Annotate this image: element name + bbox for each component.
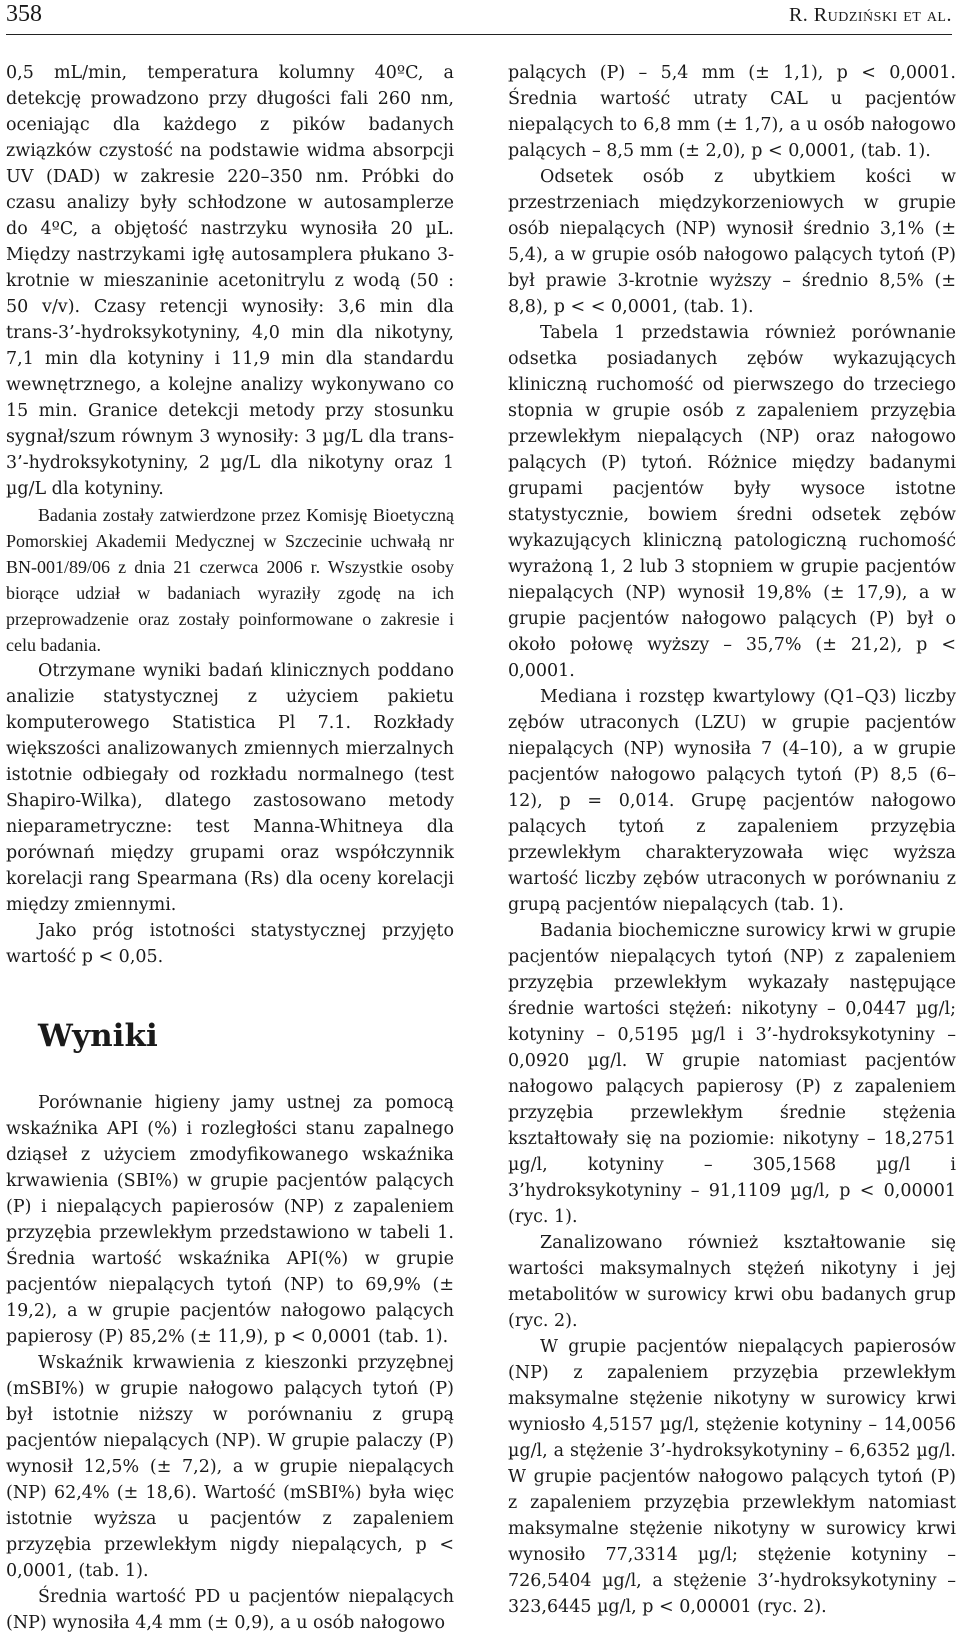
- results-api-sbi-paragraph: Porównanie higieny jamy ustnej za pomocą wskaźnika API (%) i rozległości stanu zapalnego dziąseł z użyciem zmodyfikowanego wskaźnika krwawienia (SBI%) w grupie pacjentów palących (P) i niepalących papierosów (NP) z zapaleniem przyzębia przewlekłym przedstawiono w tabeli 1. Średnia wartość wskaźnika API(%) w grupie pacjentów niepalących tytoń (NP) to 69,9% (± 19,2), a w grupie pacjentów nałogowo palących papierosy (P) 85,2% (± 11,9), p < 0,0001 (tab. 1).: [6, 1093, 454, 1347]
- results-serum-mean-paragraph: Badania biochemiczne surowicy krwi w grupie pacjentów niepalących tytoń (NP) z zapaleniem przyzębia przewlekłym wykazały następujące średnie wartości stężeń: nikotyny – 0,0447 µg/l; kotyniny – 0,5195 µg/l i 3’-hydroksykotyniny – 0,0920 µg/l. W grupie natomiast pacjentów nałogowo palących papierosy (P) z zapaleniem przyzębia przewlekłym średnie stężenia kształtowały się na poziomie: nikotyny – 18,2751 µg/l, kotyniny – 305,1568 µg/l i 3’hydroksykotyniny – 91,1109 µg/l, p < 0,00001 (ryc. 1).: [508, 921, 956, 1227]
- statistics-paragraph: Otrzymane wyniki badań klinicznych poddano analizie statystycznej z użyciem pakietu komputerowego Statistica Pl 7.1. Rozkłady większości analizowanych zmiennych mierzalnych istotnie odbiegały od rozkładu normalnego (test Shapiro-Wilka), dlatego zastosowano metody nieparametryczne: test Manna-Whitneya dla porównań między grupami oraz współczynnik korelacji rang Spearmana (Rs) dla oceny korelacji między zmiennymi.: [6, 661, 454, 915]
- results-cal-paragraph: palących (P) – 5,4 mm (± 1,1), p < 0,0001. Średnia wartość utraty CAL u pacjentów niepalących to 6,8 mm (± 1,7), a u osób nałogowo palących – 8,5 mm (± 2,0), p < 0,0001, (tab. 1).: [508, 63, 956, 161]
- page-number: 358: [6, 1, 42, 27]
- results-lost-teeth-paragraph: Mediana i rozstęp kwartylowy (Q1–Q3) liczby zębów utraconych (LZU) w grupie pacjentów niepalących (NP) wynosiła 7 (4–10), a w grupie pacjentów nałogowo palących tytoń (P) 8,5 (6–12), p = 0,014. Grupę pacjentów nałogowo palących tytoń z zapaleniem przyzębia przewlekłym charakteryzowała więc wyższa wartość liczby zębów utraconych w porównaniu z grupą pacjentów niepalących (tab. 1).: [508, 687, 956, 915]
- page-header: [6, 0, 952, 35]
- results-serum-max-intro-paragraph: Zanalizowano również kształtowanie się wartości maksymalnych stężeń nikotyny i jej metabolitów w surowicy krwi obu badanych grup (ryc. 2).: [508, 1233, 956, 1331]
- results-mobility-paragraph: Tabela 1 przedstawia również porównanie odsetka posiadanych zębów wykazujących kliniczną ruchomość od pierwszego do trzeciego stopnia w grupie osób z zapaleniem przyzębia przewlekłym niepalących (NP) oraz nałogowo palących (P) tytoń. Różnice między badanymi grupami pacjentów były wysoce istotne statystycznie, bowiem średni odsetek zębów wykazujących kliniczną patologiczną ruchomość wyrażoną 1, 2 lub 3 stopniem w grupie pacjentów niepalących (NP) wynosił 19,8% (± 17,9), a w grupie pacjentów nałogowo palących (P) był o około połowę wyższy – 35,7% (± 21,2), p < 0,0001.: [508, 323, 956, 681]
- left-column: [6, 60, 454, 1636]
- right-column: [508, 60, 956, 1620]
- results-pd-paragraph: Średnia wartość PD u pacjentów niepalących (NP) wynosiła 4,4 mm (± 0,9), a u osób nałogowo: [6, 1587, 454, 1633]
- results-msbi-paragraph: Wskaźnik krwawienia z kieszonki przyzębnej (mSBI%) w grupie nałogowo palących tytoń (P) był istotnie niższy w porównaniu z grupą pacjentów niepalących (NP). W grupie palaczy (P) wynosił 12,5% (± 7,2), a w grupie niepalących (NP) 62,4% (± 18,6). Wartość (mSBI%) była więc istotnie wyższa u pacjentów z zapaleniem przyzębia przewlekłym nigdy niepalących, p < 0,0001, (tab. 1).: [6, 1353, 454, 1581]
- running-title: R. Rudziński et al.: [788, 4, 952, 26]
- results-bone-loss-paragraph: Odsetek osób z ubytkiem kości w przestrzeniach międzykorzeniowych w grupie osób niepalących (NP) wynosił średnio 3,1% (± 5,4), a w grupie osób nałogowo palących tytoń (P) był prawie 3-krotnie wyższy – średnio 8,5% (± 8,8), p < < 0,0001, (tab. 1).: [508, 167, 956, 317]
- ethics-paragraph: Badania zostały zatwierdzone przez Komisję Bioetyczną Pomorskiej Akademii Medycznej w Szczecinie uchwałą nr BN-001/89/06 z dnia 21 czerwca 2006 r. Wszystkie osoby biorące udział w badaniach wyraziły zgodę na ich przeprowadzenie oraz zostały poinformowane o zakresie i celu badania.: [6, 505, 454, 655]
- section-heading-results: Wyniki: [38, 1018, 158, 1054]
- methods-paragraph-hplc: 0,5 mL/min, temperatura kolumny 40ºC, a detekcję prowadzono przy długości fali 260 nm, oceniając dla każdego z pików badanych związków czystość na podstawie widma absorpcji UV (DAD) w zakresie 220–350 nm. Próbki do czasu analizy były schłodzone w autosamplerze do 4ºC, a objętość nastrzyku wynosiła 20 µL. Między nastrzykami igłę autosamplera płukano 3-krotnie w mieszaninie acetonitrylu z wodą (50 : 50 v/v). Czasy retencji wynosiły: 3,6 min dla trans-3’-hydroksykotyniny, 4,0 min dla nikotyny, 7,1 min dla kotyniny i 11,9 min dla standardu wewnętrznego, a kolejne analizy wykonywano co 15 min. Granice detekcji metody przy stosunku sygnał/szum równym 3 wynosiły: 3 µg/L dla trans-3’-hydroksykotyniny, 2 µg/L dla nikotyny oraz 1 µg/L dla kotyniny.: [6, 63, 454, 499]
- significance-paragraph: Jako próg istotności statystycznej przyjęto wartość p < 0,05.: [6, 921, 454, 967]
- results-serum-max-paragraph: W grupie pacjentów niepalących papierosów (NP) z zapaleniem przyzębia przewlekłym maksymalne stężenie nikotyny w surowicy krwi wyniosło 4,5157 µg/l, stężenie kotyniny – 14,0056 µg/l, a stężenie 3’-hydroksykotyniny – 6,6352 µg/l. W grupie pacjentów nałogowo palących tytoń (P) z zapaleniem przyzębia przewlekłym natomiast maksymalne stężenie nikotyny w surowicy krwi wynosiło 77,3314 µg/l; stężenie kotyniny – 726,5404 µg/l, a stężenie 3’-hydroksykotyniny – 323,6445 µg/l, p < 0,00001 (ryc. 2).: [508, 1337, 956, 1617]
